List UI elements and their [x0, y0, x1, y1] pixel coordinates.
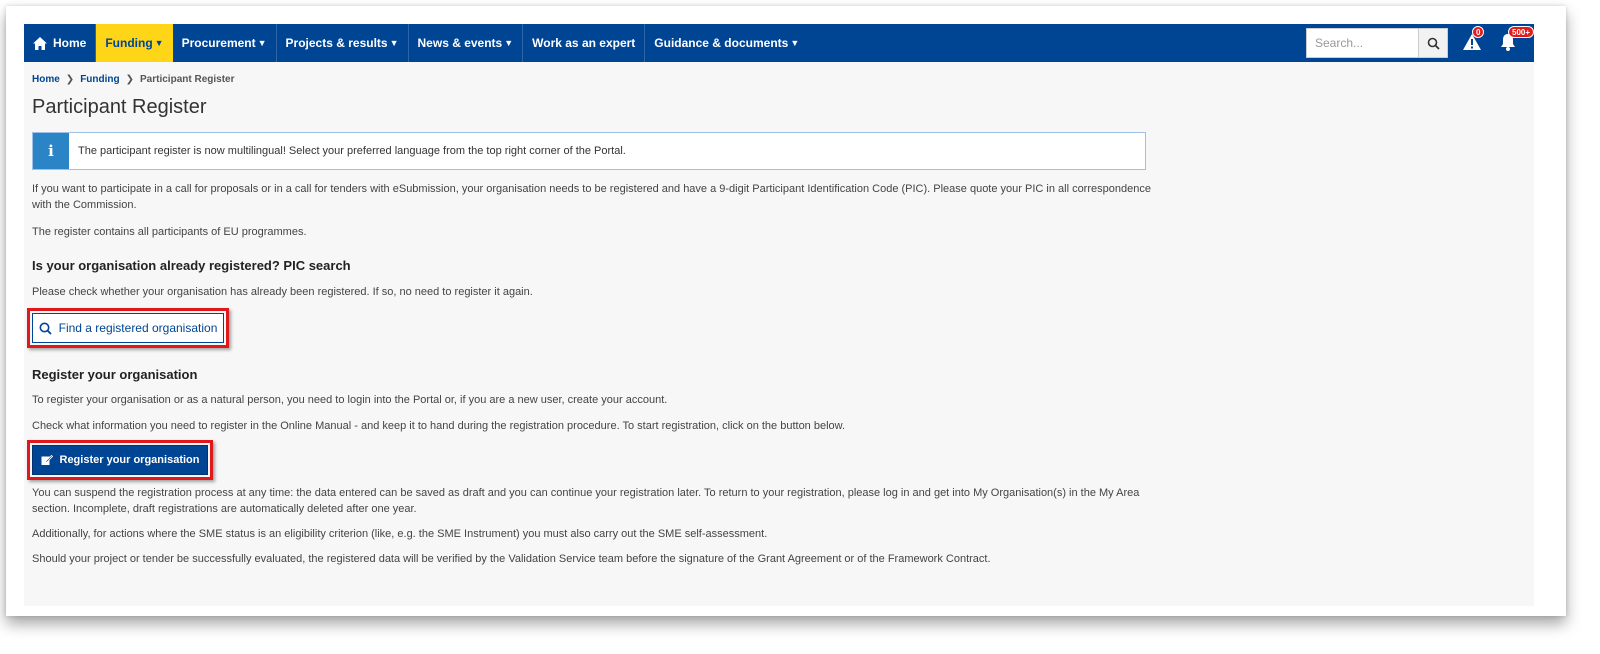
- validation-text: Should your project or tender be successfully evaluated, the registered data will be verified by the Validation Service team before the signature of the Grant Agreement or of the Framework Contract.: [32, 553, 991, 565]
- register-organisation-button[interactable]: [32, 445, 208, 475]
- nav-projects-results[interactable]: [277, 24, 409, 62]
- nav-news-events[interactable]: [409, 24, 524, 62]
- find-button-highlight: [27, 308, 1152, 348]
- register-login-text: To register your organisation or as a natural person, you need to login into the Portal or, if you are a new user, create your account.: [32, 394, 668, 406]
- caret-down-icon: ▼: [389, 38, 399, 48]
- pic-search-text: Please check whether your organisation has already been registered. If so, no need to register it again.: [32, 286, 533, 298]
- main-content: [32, 62, 1152, 567]
- nav-work-as-expert[interactable]: [523, 24, 645, 62]
- search-icon: [39, 322, 52, 335]
- register-heading: Register your organisation: [32, 367, 198, 382]
- chevron-right-icon: ❯: [125, 74, 135, 85]
- sme-assessment-text: Additionally, for actions where the SME status is an eligibility criterion (like, e.g. the SME Instrument) you must also carry out the SME self-assessment.: [32, 528, 768, 540]
- nav-funding[interactable]: [96, 24, 172, 62]
- caret-down-icon: ▼: [154, 38, 164, 48]
- register-contains-text: The register contains all participants of EU programmes.: [32, 226, 307, 238]
- portal-page: [24, 24, 1534, 606]
- highlight-box: [27, 308, 229, 348]
- search-input[interactable]: [1306, 28, 1418, 58]
- suspend-registration-text: You can suspend the registration process at any time: the data entered can be saved as draft and you can continue your registration later. To return to your registration, please log in and get into My Organisation(s) in the My Area section. Incomplete, draft registrations are automatically deleted after one year.: [32, 487, 1140, 515]
- info-message-box: [32, 132, 1146, 170]
- highlight-box: [27, 440, 213, 480]
- nav-news-label: News & events: [417, 36, 503, 50]
- info-message-text: The participant register is now multilingual! Select your preferred language from the top right corner of the Portal.: [78, 145, 626, 157]
- nav-home-label: Home: [53, 36, 87, 50]
- search-icon: [1427, 37, 1440, 50]
- caret-down-icon: ▼: [790, 38, 800, 48]
- find-registered-organisation-button[interactable]: [32, 313, 224, 343]
- nav-right-tools: [1306, 24, 1534, 62]
- screenshot-frame: [6, 6, 1566, 616]
- nav-guidance-label: Guidance & documents: [654, 36, 789, 50]
- alerts-count-badge: 0: [1472, 26, 1484, 38]
- info-icon: i: [33, 133, 69, 169]
- notifications-count-badge: 500+: [1508, 26, 1534, 38]
- nav-procurement-label: Procurement: [181, 36, 256, 50]
- notifications-button[interactable]: [1498, 28, 1531, 54]
- pic-search-heading: Is your organisation already registered? PIC search: [32, 258, 351, 273]
- nav-guidance-documents[interactable]: [645, 24, 808, 62]
- breadcrumb-home[interactable]: Home: [32, 74, 60, 85]
- breadcrumb-current: Participant Register: [140, 74, 235, 85]
- page-title: Participant Register: [32, 96, 207, 118]
- search-button[interactable]: [1418, 28, 1448, 58]
- alerts-button[interactable]: [1462, 28, 1484, 54]
- register-manual-text: Check what information you need to register in the Online Manual - and keep it to hand during the registration procedure. To start registration, click on the button below.: [32, 420, 846, 432]
- register-button-highlight: [27, 440, 1152, 480]
- home-icon: [33, 37, 47, 50]
- nav-home[interactable]: [24, 24, 96, 62]
- register-button-label: Register your organisation: [59, 454, 200, 466]
- chevron-right-icon: ❯: [65, 74, 75, 85]
- breadcrumb-funding[interactable]: Funding: [80, 74, 120, 85]
- find-button-label: Find a registered organisation: [58, 321, 218, 335]
- nav-procurement[interactable]: [173, 24, 277, 62]
- main-navbar: [24, 24, 1534, 62]
- breadcrumb: [32, 74, 1152, 85]
- nav-expert-label: Work as an expert: [532, 36, 636, 50]
- edit-icon: [41, 454, 53, 466]
- nav-funding-label: Funding: [105, 36, 153, 50]
- caret-down-icon: ▼: [257, 38, 267, 48]
- caret-down-icon: ▼: [504, 38, 514, 48]
- nav-projects-label: Projects & results: [285, 36, 388, 50]
- intro-paragraph: If you want to participate in a call for proposals or in a call for tenders with eSubmission, your organisation needs to be registered and have a 9-digit Participant Identification Code (PIC). Please quote your PIC in all correspondence with the Commission.: [32, 183, 1151, 211]
